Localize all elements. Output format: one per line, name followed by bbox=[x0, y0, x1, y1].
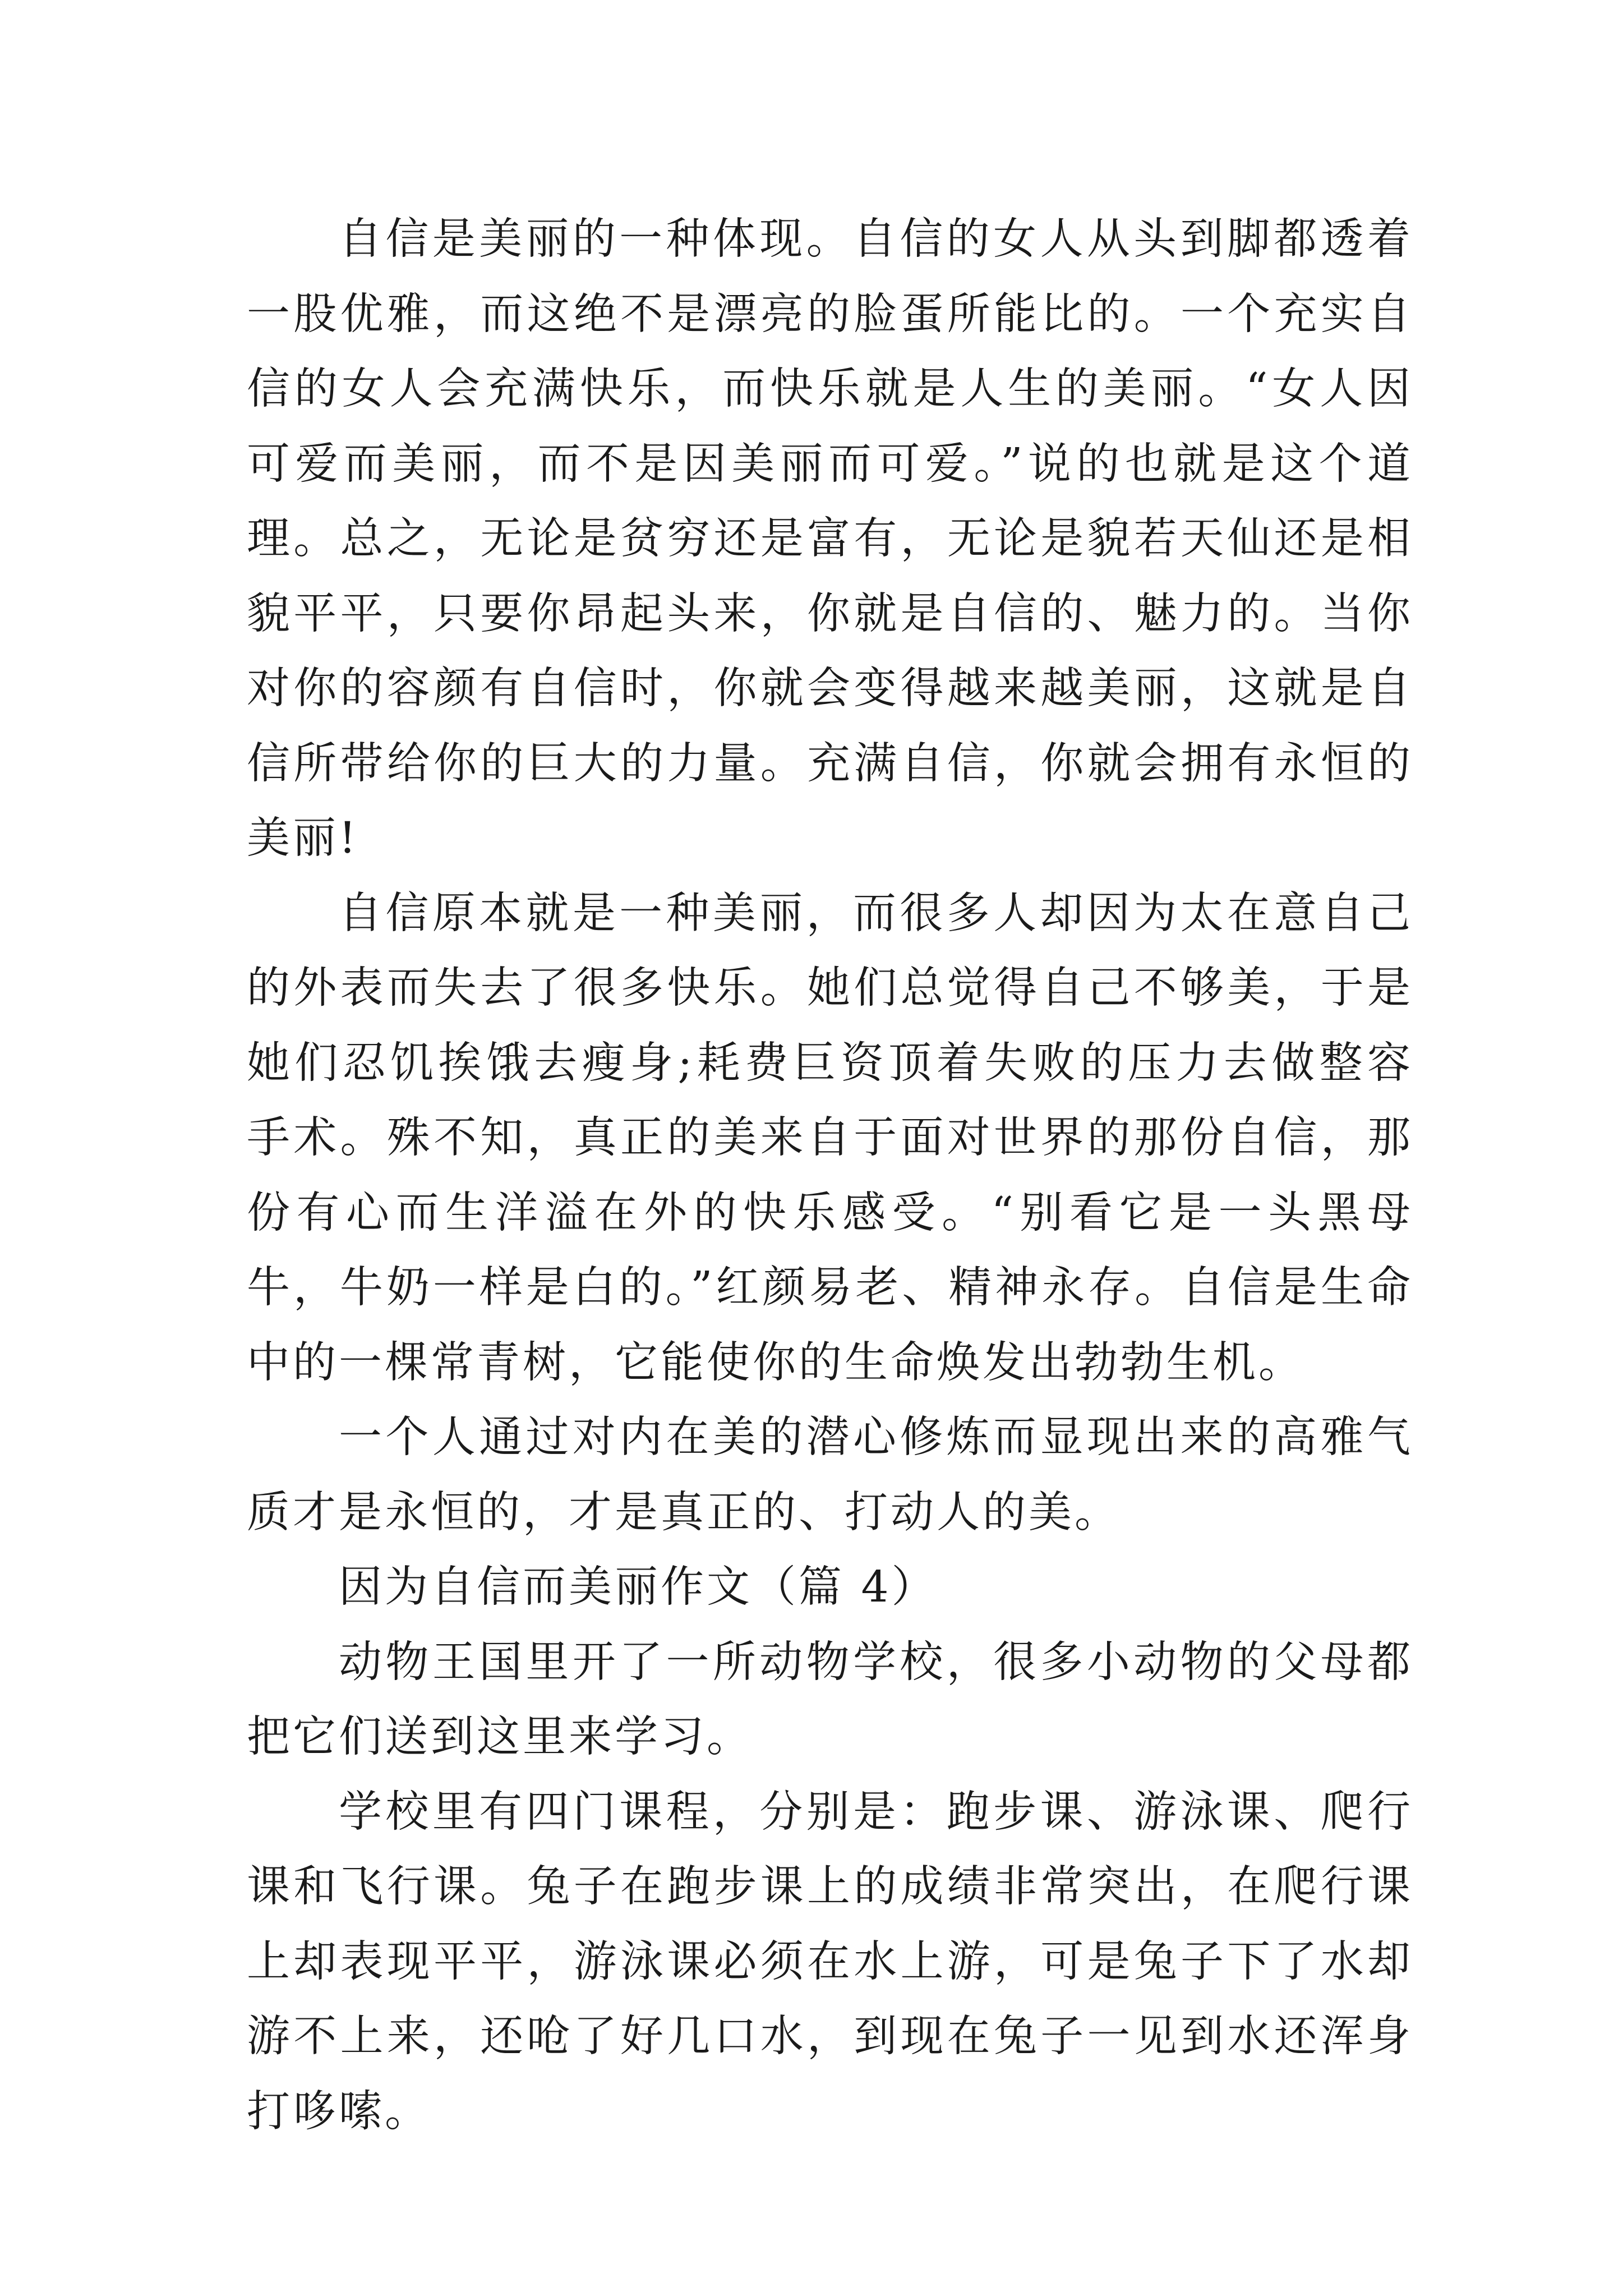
paragraph-confidence-happiness: 自信原本就是一种美丽，而很多人却因为太在意自己的外表而失去了很多快乐。她们总觉得自己不够美，于是她们忍饥挨饿去瘦身;耗费巨资顶着失败的压力去做整容手术。殊不知，真正的美来自于面对世界的那份自信，那份有心而生洋溢在外的快乐感受。“别看它是一头黑母牛，牛奶一样是白的。”红颜易老、精神永存。自信是生命中的一棵常青树，它能使你的生命焕发出勃勃生机。 bbox=[247, 888, 1413, 1388]
paragraph-animal-school: 动物王国里开了一所动物学校，很多小动物的父母都把它们送到这里来学习。 bbox=[247, 1637, 1413, 1762]
paragraph-confidence-beauty: 自信是美丽的一种体现。自信的女人从头到脚都透着一股优雅，而这绝不是漂亮的脸蛋所能比的。一个充实自信的女人会充满快乐，而快乐就是人生的美丽。“女人因可爱而美丽，而不是因美丽而可爱。”说的也就是这个道理。总之，无论是贫穷还是富有，无论是貌若天仙还是相貌平平，只要你昂起头来，你就是自信的、魅力的。当你对你的容颜有自信时，你就会变得越来越美丽，这就是自信所带给你的巨大的力量。充满自信，你就会拥有永恒的美丽! bbox=[247, 214, 1413, 863]
paragraph-four-courses: 学校里有四门课程，分别是：跑步课、游泳课、爬行课和飞行课。兔子在跑步课上的成绩非常突出，在爬行课上却表现平平，游泳课必须在水上游，可是兔子下了水却游不上来，还呛了好几口水，到现在兔子一见到水还浑身打哆嗦。 bbox=[247, 1787, 1413, 2137]
document-body bbox=[247, 202, 1413, 2149]
section-heading-essay-4: 因为自信而美丽作文（篇 4） bbox=[339, 1562, 938, 1612]
paragraph-inner-beauty: 一个人通过对内在美的潜心修炼而显现出来的高雅气质才是永恒的，才是真正的、打动人的美。 bbox=[247, 1412, 1413, 1538]
